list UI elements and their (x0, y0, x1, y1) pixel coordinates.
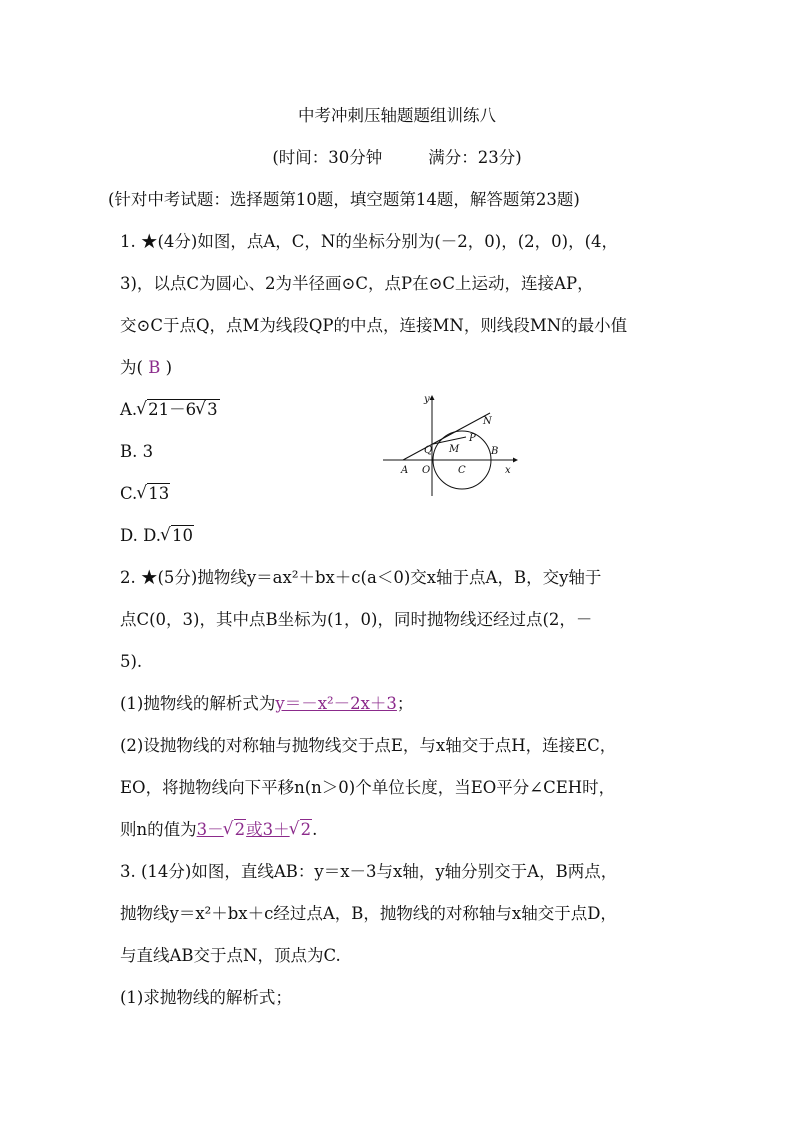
line-ap (403, 413, 490, 460)
q2-part-2-line-3 (120, 820, 317, 840)
answer-radicand-2: 2 (300, 820, 312, 839)
label-c: C (458, 465, 466, 476)
q1-paren-open: 为( (120, 358, 143, 377)
label-x: x (505, 465, 511, 476)
sqrt-outer (137, 400, 220, 420)
q2-part-2-end: . (312, 820, 318, 839)
q1-option-b: B. 3 (120, 442, 154, 461)
q1-line-4 (120, 358, 172, 378)
q3-line-3: 与直线AB交于点N，顶点为C. (120, 946, 341, 965)
q2-part-1-end: ； (396, 694, 414, 713)
q2-part-1-prompt: (1)抛物线的解析式为 (120, 694, 276, 713)
q2-part-2-answer (197, 820, 313, 839)
label-y: y (424, 394, 430, 405)
q2-part-2-prompt: 则n的值为 (120, 820, 197, 839)
option-a-inner-radicand: 3 (207, 400, 218, 419)
q3-line-2: 抛物线y＝x²＋bx＋c经过点A，B，抛物线的对称轴与x轴交于点D， (120, 904, 617, 923)
answer-radicand-1: 2 (234, 820, 246, 839)
sqrt-answer-1 (224, 820, 247, 840)
q2-part-2-line-1: (2)设抛物线的对称轴与抛物线交于点E，与x轴交于点H，连接EC， (120, 736, 617, 755)
page-title: 中考冲刺压轴题题组训练八 (298, 106, 496, 125)
sqrt-inner (196, 400, 219, 420)
q1-line-2: 3)，以点C为圆心、2为半径画⊙C，点P在⊙C上运动，连接AP， (120, 274, 594, 293)
label-q: Q (424, 445, 433, 456)
segment-mn (433, 437, 466, 444)
q3-part-1: (1)求抛物线的解析式； (120, 988, 292, 1007)
label-a: A (401, 465, 409, 476)
q2-line-2: 点C(0，3)，其中点B坐标为(1，0)，同时抛物线还经过点(2，－ (120, 610, 593, 629)
q1-paren-close: ) (165, 358, 173, 377)
option-a-label: A. (120, 400, 138, 419)
option-c-label: C. (120, 484, 138, 503)
label-p: P (469, 433, 476, 444)
answer-part-a: 3－ (196, 820, 224, 839)
answer-part-mid: 或3＋ (246, 820, 290, 839)
q1-option-c (120, 484, 170, 504)
option-c-radicand: 13 (148, 484, 170, 503)
q1-answer: B (148, 358, 161, 377)
q1-line-3: 交⊙C于点Q，点M为线段QP的中点，连接MN，则线段MN的最小值 (120, 316, 628, 335)
q3-line-1: 3. (14分)如图，直线AB：y＝x－3与x轴，y轴分别交于A，B两点， (120, 862, 618, 881)
option-d-radicand: 10 (172, 526, 194, 545)
y-axis-arrow (430, 395, 435, 400)
q2-line-3: 5). (120, 652, 143, 671)
full-score: 满分：23分) (428, 148, 522, 167)
sqrt-c (137, 484, 170, 504)
q2-part-1 (120, 694, 413, 714)
q1-line-1: 1. ★(4分)如图，点A，C，N的坐标分别为(－2，0)，(2，0)，(4， (120, 232, 619, 251)
sqrt-d (161, 526, 194, 546)
q1-option-d (120, 526, 194, 546)
option-a-radicand: 21－6 (148, 400, 197, 419)
q1-figure (383, 393, 518, 498)
q2-line-1: 2. ★(5分)抛物线y＝ax²＋bx＋c(a＜0)交x轴于点A，B，交y轴于 (120, 568, 602, 587)
x-axis-arrow (513, 458, 518, 463)
label-m: M (449, 444, 460, 455)
label-o: O (422, 465, 431, 476)
q2-part-1-answer: y＝－x²－2x＋3 (275, 694, 397, 713)
label-n: N (483, 416, 492, 427)
q2-part-2-line-2: EO，将抛物线向下平移n(n＞0)个单位长度，当EO平分∠CEH时， (120, 778, 616, 797)
q1-option-a (120, 400, 220, 420)
time-limit: (时间：30分钟 (272, 148, 383, 167)
sqrt-answer-2 (290, 820, 313, 840)
option-d-label: D. D. (120, 526, 162, 545)
label-b: B (491, 446, 499, 457)
meta-line (0, 148, 794, 168)
scope-note: (针对中考试题：选择题第10题，填空题第14题，解答题第23题) (108, 190, 580, 209)
